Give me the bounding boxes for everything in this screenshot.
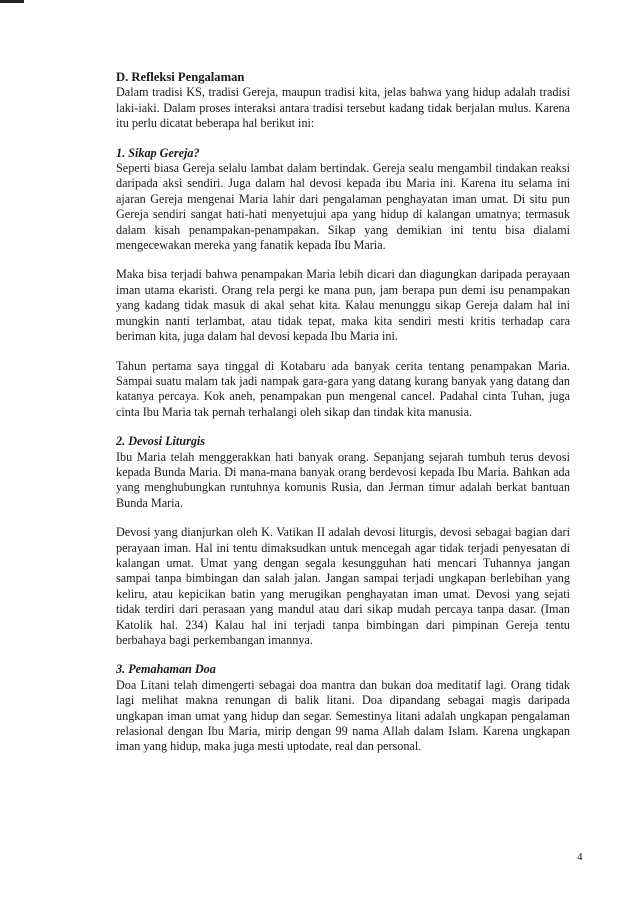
paragraph: Seperti biasa Gereja selalu lambat dalam bertindak. Gereja sealu mengambil tindakan reaksi daripada aksi sendiri. Juga dalam hal devosi kepada ibu Maria ini. Karena itu selama ini ajaran Gereja mengenai Maria lahir dari pengalaman penghayatan iman umat. Di situ pun Gereja sendiri sangat hati-hati menyetujui apa yang hidup di kalangan umatnya; termasuk dalam kisah penampakan-penampakan. Sikap yang demikian ini tentu bisa dialami mengecewakan mereka yang fanatik kepada Ibu Maria.: [116, 161, 570, 253]
subsection-title-devosi-liturgis: 2. Devosi Liturgis: [116, 434, 206, 449]
paragraph: Tahun pertama saya tinggal di Kotabaru ada banyak cerita tentang penampakan Maria. Sampai suatu malam tak jadi nampak gara-gara yang datang kurang banyak yang datang dan katanya percaya. Kok aneh, penampakan pun mengenal cancel. Padahal cinta Tuhan, juga cinta Ibu Maria tak pernah terhalangi oleh sikap dan tindak kita manusia.: [116, 358, 570, 419]
page-number: 4: [577, 851, 583, 863]
subsection-title-sikap-gereja: 1. Sikap Gereja?: [116, 145, 200, 160]
scan-corner-mark: [0, 0, 24, 3]
document-page: [116, 70, 570, 755]
subsection-title-pemahaman-doa: 3. Pemahaman Doa: [116, 662, 216, 677]
paragraph: Devosi yang dianjurkan oleh K. Vatikan II adalah devosi liturgis, devosi sebagai bagian dari perayaan iman. Hal ini tentu dimaksudkan untuk mencegah agar tidak terjadi penyesatan di kalangan umat. Umat yang dengan segala kesungguhan hati mencari Tuhannya jangan sampai tanpa bimbingan dan salah jalan. Jangan sampai terjadi ungkapan berlebihan yang keliru, atau kepicikan batin yang merugikan penghayatan iman umat. Devosi yang sejati tidak terdiri dari perasaan yang mandul atau dari sikap mudah percaya tanpa dasar. (Iman Katolik hal. 234) Kalau hal ini terjadi tanpa bimbingan dari pimpinan Gereja tentu berbahaya bagi perkembangan imannya.: [116, 525, 570, 647]
paragraph: Maka bisa terjadi bahwa penampakan Maria lebih dicari dan diagungkan daripada perayaan iman utama ekaristi. Orang rela pergi ke mana pun, jam berapa pun demi isu penampakan yang kadang tidak masuk di akal sehat kita. Kalau menunggu sikap Gereja dalam hal ini mungkin nanti terlambat, atau tidak tepat, maka kita sendiri mesti kritis terhadap cara beriman kita, juga dalam hal devosi kepada Ibu Maria ini.: [116, 267, 570, 344]
paragraph: Ibu Maria telah menggerakkan hati banyak orang. Sepanjang sejarah tumbuh terus devosi kepada Bunda Maria. Di mana-mana banyak orang berdevosi kepada Ibu Maria. Bahkan ada yang menghubungkan runtuhnya komunis Rusia, dan Jerman timur adalah berkat bantuan Bunda Maria.: [116, 449, 570, 510]
section-title: D. Refleksi Pengalaman: [116, 70, 245, 84]
intro-paragraph: Dalam tradisi KS, tradisi Gereja, maupun tradisi kita, jelas bahwa yang hidup adalah tradisi laki-iaki. Dalam proses interaksi antara tradisi tersebut kadang tidak berjalan mulus. Karena itu perlu dicatat beberapa hal berikut ini:: [116, 85, 570, 131]
paragraph: Doa Litani telah dimengerti sebagai doa mantra dan bukan doa meditatif lagi. Orang tidak lagi melihat makna renungan di balik litani. Doa dipandang sebagai magis daripada ungkapan iman umat yang hidup dan segar. Semestinya litani adalah ungkapan pengalaman relasional dengan Ibu Maria, mirip dengan 99 nama Allah dalam Islam. Karena ungkapan iman yang hidup, maka juga mesti uptodate, real dan personal.: [116, 677, 570, 754]
